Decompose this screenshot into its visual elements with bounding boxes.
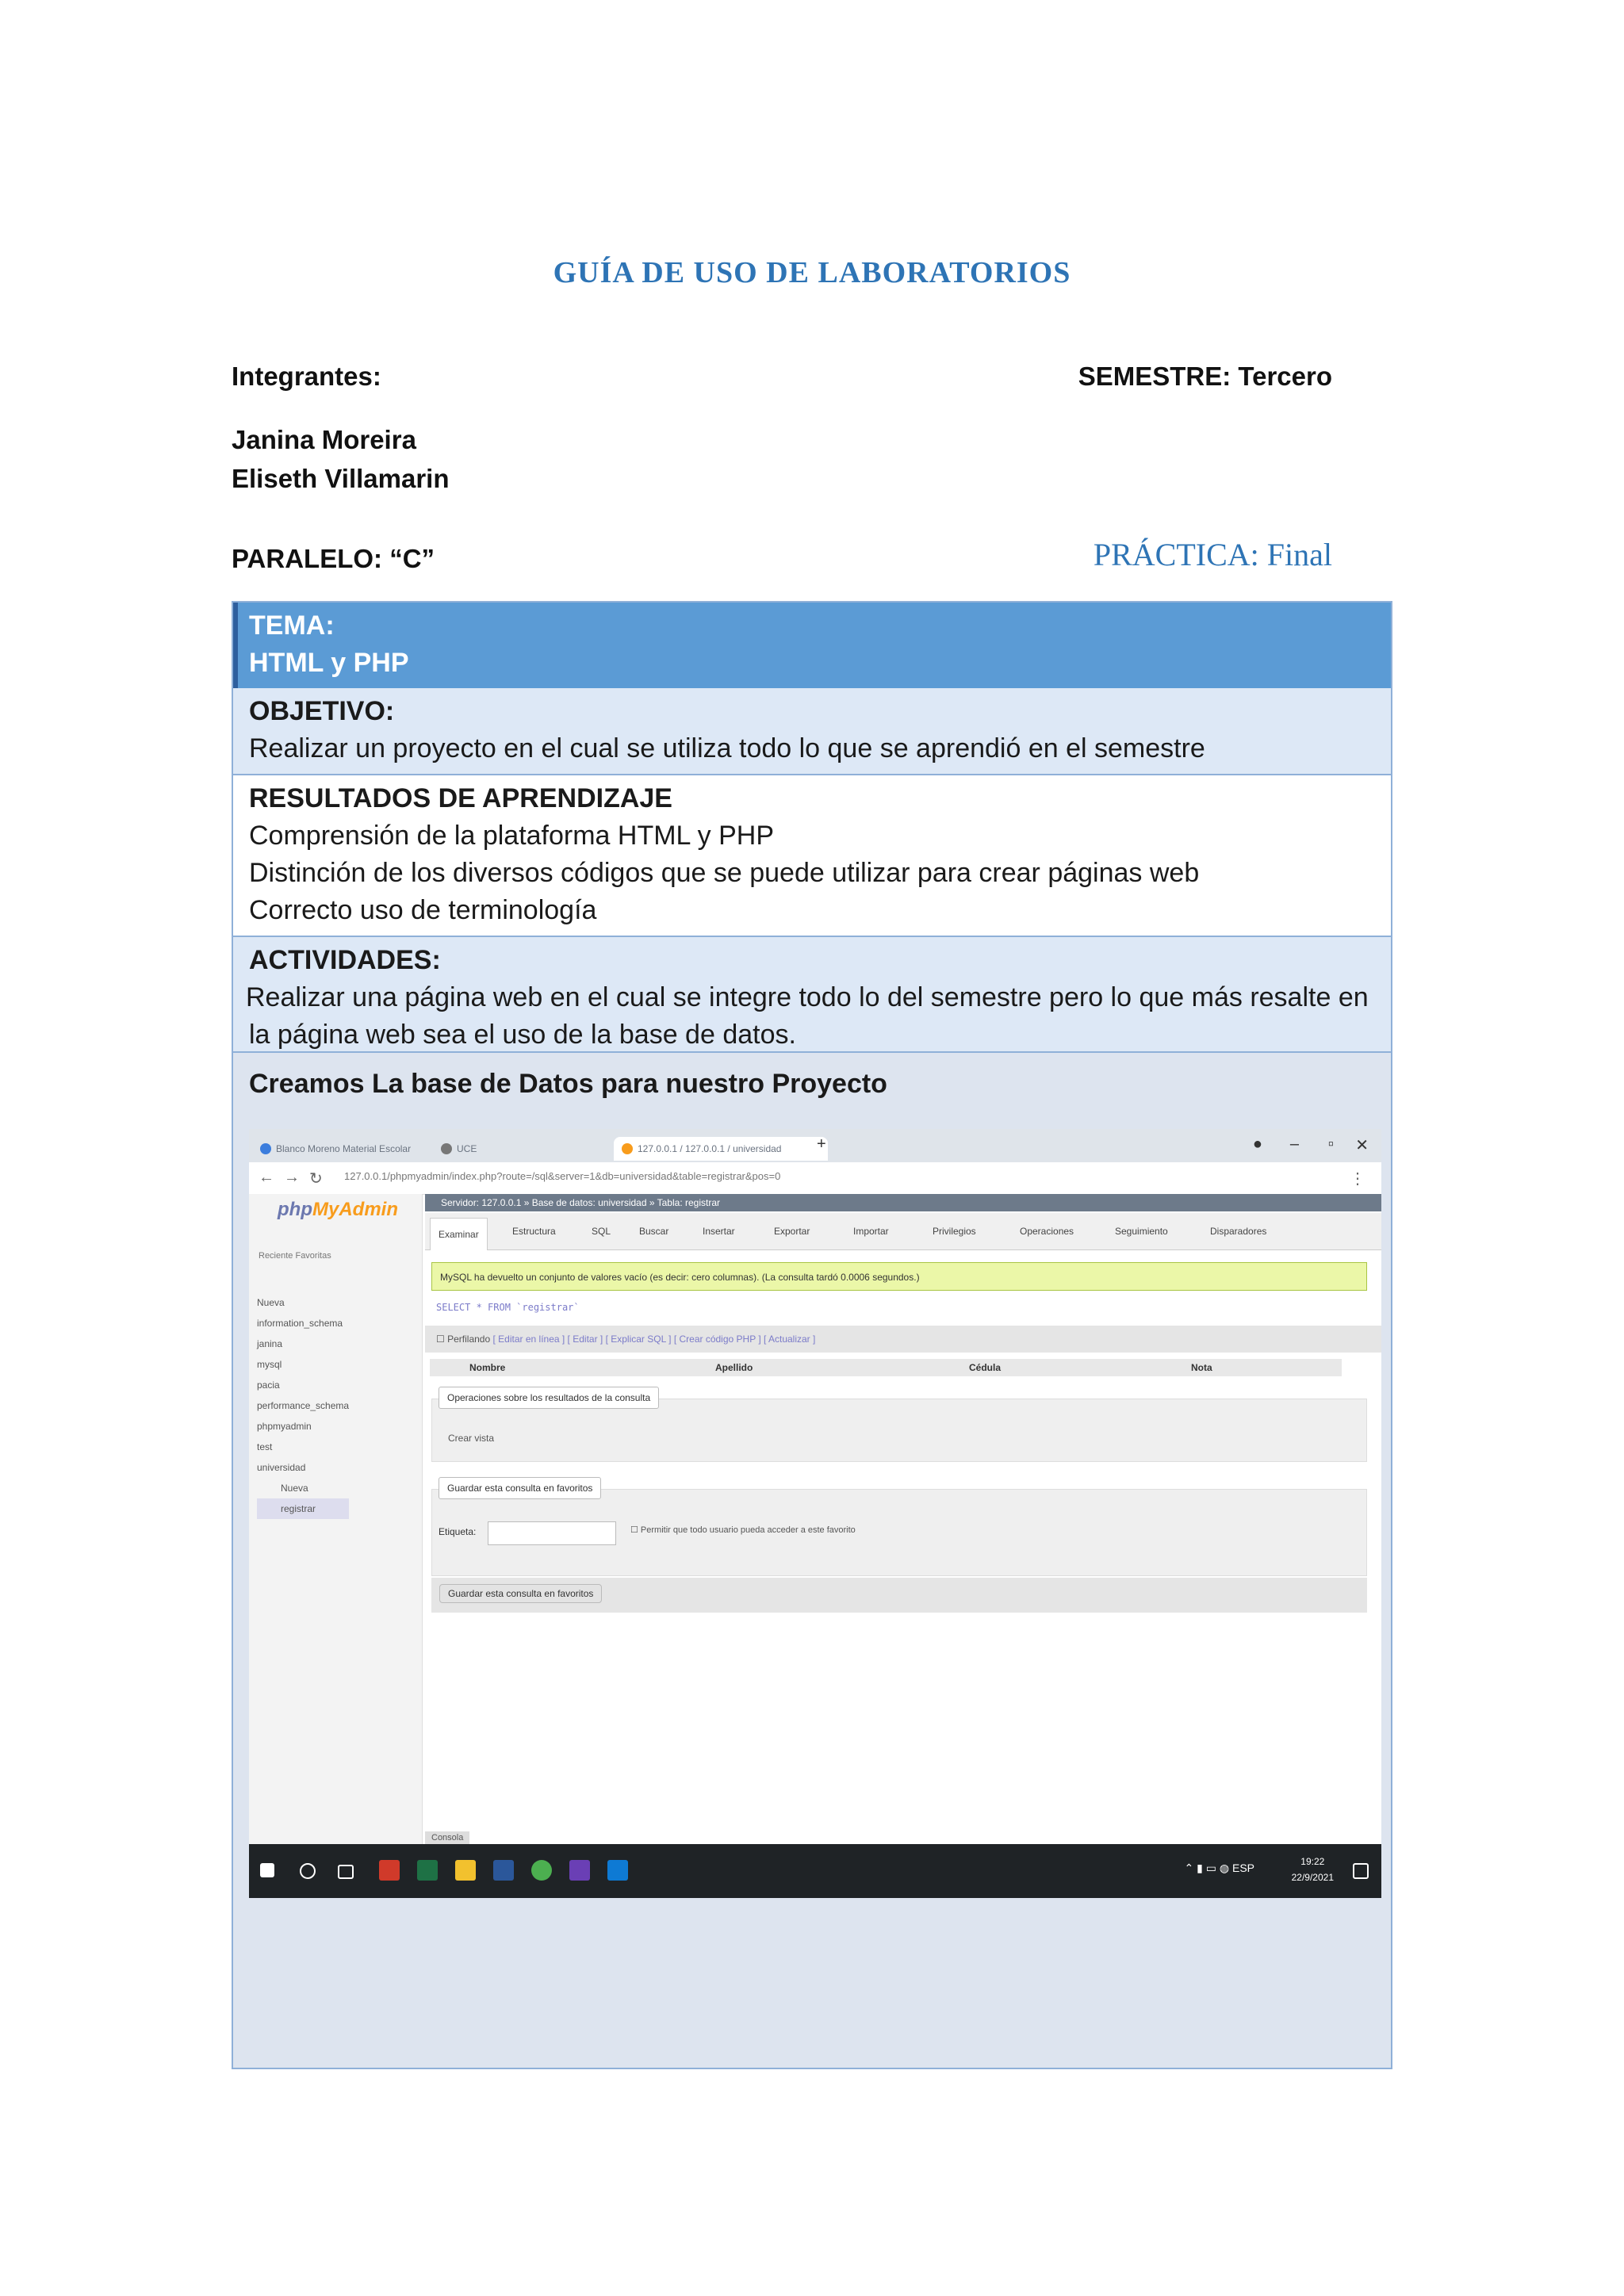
- tema-row: [233, 603, 1391, 688]
- tree-item[interactable]: Nueva: [257, 1297, 285, 1308]
- tab-label: Blanco Moreno Material Escolar: [276, 1143, 412, 1154]
- database-tree: [257, 1292, 349, 1519]
- forward-icon[interactable]: →: [284, 1169, 300, 1186]
- task-view-icon[interactable]: [338, 1865, 354, 1879]
- site-icon: [441, 1143, 452, 1154]
- tree-item[interactable]: information_schema: [257, 1318, 343, 1329]
- tab-exportar[interactable]: Exportar: [774, 1226, 810, 1237]
- pma-main: [425, 1194, 1381, 1844]
- query-operations-fieldset: [431, 1392, 1367, 1462]
- resultados-label: RESULTADOS DE APRENDIZAJE: [249, 783, 672, 813]
- actividades-label: ACTIVIDADES:: [249, 945, 441, 975]
- powerpoint-icon[interactable]: [379, 1860, 400, 1881]
- resultados-row: [233, 774, 1391, 936]
- allow-all-checkbox[interactable]: [630, 1525, 856, 1535]
- bookmark-label-input[interactable]: [488, 1521, 616, 1545]
- browser-tab-bar: [249, 1129, 1381, 1162]
- objetivo-label: OBJETIVO:: [249, 696, 395, 726]
- tema-label: TEMA:: [249, 610, 335, 641]
- tab-estructura[interactable]: Estructura: [512, 1226, 556, 1237]
- tab-label: UCE: [457, 1143, 477, 1154]
- tab-label: 127.0.0.1 / 127.0.0.1 / universidad: [638, 1143, 782, 1154]
- system-tray[interactable]: [1185, 1862, 1254, 1875]
- objetivo-row: [233, 688, 1391, 774]
- profiling-links[interactable]: [ Editar en línea ] [ Editar ] [ Explicar SQL ] [ Crear código PHP ] [ Actualizar ]: [492, 1334, 816, 1345]
- tree-item[interactable]: universidad: [257, 1462, 306, 1473]
- reload-icon[interactable]: ↻: [309, 1170, 323, 1188]
- pma-menu-tabs: [425, 1213, 1381, 1250]
- column-header[interactable]: Nombre: [469, 1362, 506, 1373]
- tab-sql[interactable]: SQL: [592, 1226, 611, 1237]
- objetivo-value: Realizar un proyecto en el cual se utiliza todo lo que se aprendió en el semestre: [249, 733, 1205, 763]
- clock-date: 22/9/2021: [1291, 1872, 1334, 1883]
- phpmyadmin-screenshot: [249, 1129, 1381, 1898]
- teams-icon[interactable]: [569, 1860, 590, 1881]
- tree-item[interactable]: performance_schema: [257, 1400, 350, 1411]
- tab-disparadores[interactable]: Disparadores: [1210, 1226, 1267, 1237]
- results-header: [430, 1359, 1342, 1376]
- address-bar: [249, 1162, 1381, 1195]
- chrome-icon[interactable]: [531, 1860, 552, 1881]
- section-caption: Creamos La base de Datos para nuestro Proyecto: [249, 1069, 887, 1099]
- maximize-icon[interactable]: ▫: [1327, 1135, 1334, 1153]
- tree-item[interactable]: janina: [257, 1338, 283, 1349]
- actividades-value-line1: Realizar una página web en el cual se integre todo lo del semestre pero lo que más resalte en: [246, 982, 1369, 1012]
- tab-buscar[interactable]: Buscar: [639, 1226, 669, 1237]
- tab-seguimiento[interactable]: Seguimiento: [1115, 1226, 1168, 1237]
- browser-tab[interactable]: [252, 1137, 450, 1161]
- tree-item[interactable]: Nueva: [281, 1483, 308, 1494]
- recent-favorites-tabs[interactable]: Reciente Favoritas: [259, 1251, 331, 1261]
- notifications-icon[interactable]: [1353, 1863, 1369, 1879]
- profiling-checkbox[interactable]: ☐: [436, 1334, 445, 1345]
- file-explorer-icon[interactable]: [455, 1860, 476, 1881]
- windows-start-icon[interactable]: [260, 1863, 274, 1877]
- resultado-item: Comprensión de la plataforma HTML y PHP: [249, 821, 775, 851]
- site-icon: [622, 1143, 633, 1154]
- tab-privilegios[interactable]: Privilegios: [933, 1226, 976, 1237]
- column-header[interactable]: Nota: [1191, 1362, 1212, 1373]
- close-icon[interactable]: ✕: [1355, 1137, 1369, 1154]
- profiling-bar: [425, 1326, 1381, 1353]
- tab-operaciones[interactable]: Operaciones: [1020, 1226, 1074, 1237]
- browser-tab-active[interactable]: [614, 1137, 828, 1161]
- console-toggle[interactable]: Consola: [425, 1831, 469, 1844]
- member-name-2: Eliseth Villamarin: [232, 464, 450, 493]
- checkbox-icon: ☐: [630, 1525, 641, 1535]
- search-icon[interactable]: [300, 1863, 316, 1879]
- url-field[interactable]: 127.0.0.1/phpmyadmin/index.php?route=/sql&server=1&db=universidad&table=registrar&pos=0: [344, 1170, 781, 1182]
- bookmark-fieldset: [431, 1483, 1367, 1576]
- clock[interactable]: [1292, 1854, 1334, 1885]
- info-table: [232, 601, 1392, 1062]
- label-field-label: Etiqueta:: [439, 1526, 477, 1537]
- resultado-item: Correcto uso de terminología: [249, 895, 597, 925]
- member-name-1: Janina Moreira: [232, 425, 416, 454]
- tema-value: HTML y PHP: [249, 648, 409, 678]
- browser-tab[interactable]: [433, 1137, 631, 1161]
- pma-sidebar: [249, 1194, 423, 1844]
- tab-examinar[interactable]: Examinar: [430, 1218, 488, 1250]
- phpmyadmin-logo: phpMyAdmin: [278, 1199, 398, 1220]
- bookmark-legend: Guardar esta consulta en favoritos: [439, 1477, 601, 1499]
- create-view-link[interactable]: Crear vista: [448, 1433, 495, 1444]
- menu-icon[interactable]: ⋮: [1350, 1170, 1365, 1188]
- windows-taskbar: [249, 1844, 1381, 1898]
- column-header[interactable]: Apellido: [715, 1362, 753, 1373]
- tree-item[interactable]: pacia: [257, 1380, 280, 1391]
- site-icon: [260, 1143, 271, 1154]
- word-icon[interactable]: [493, 1860, 514, 1881]
- paralelo-label: PARALELO: “C”: [232, 544, 435, 573]
- profiling-label: Perfilando: [447, 1334, 491, 1345]
- tab-importar[interactable]: Importar: [853, 1226, 889, 1237]
- tree-item[interactable]: mysql: [257, 1359, 282, 1370]
- tree-item[interactable]: test: [257, 1441, 273, 1452]
- tray-icons: ⌃ ▮ ▭ ◍: [1184, 1862, 1232, 1874]
- tab-insertar[interactable]: Insertar: [703, 1226, 735, 1237]
- vscode-icon[interactable]: [607, 1860, 628, 1881]
- integrantes-label: Integrantes:: [232, 362, 381, 391]
- document-title: GUÍA DE USO DE LABORATORIOS: [553, 256, 1071, 289]
- resultado-item: Distinción de los diversos códigos que se puede utilizar para crear páginas web: [249, 858, 1200, 888]
- language-indicator: ESP: [1231, 1862, 1254, 1874]
- new-tab-icon[interactable]: +: [817, 1135, 826, 1153]
- sql-query: SELECT * FROM `registrar`: [436, 1302, 580, 1313]
- column-header[interactable]: Cédula: [969, 1362, 1002, 1373]
- minimize-icon[interactable]: –: [1289, 1135, 1299, 1153]
- allow-all-label: Permitir que todo usuario pueda acceder a este favorito: [640, 1525, 856, 1535]
- semestre-label: SEMESTRE: Tercero: [1078, 362, 1332, 391]
- clock-time: 19:22: [1300, 1856, 1325, 1867]
- excel-icon[interactable]: [417, 1860, 438, 1881]
- bookmark-footer: [431, 1578, 1367, 1613]
- breadcrumb: Servidor: 127.0.0.1 » Base de datos: universidad » Tabla: registrar: [425, 1194, 1381, 1211]
- tree-item[interactable]: phpmyadmin: [257, 1421, 312, 1432]
- back-icon[interactable]: ←: [259, 1169, 274, 1186]
- actividades-row: [233, 936, 1391, 1060]
- success-message: MySQL ha devuelto un conjunto de valores vacío (es decir: cero columnas). (La consulta tardó 0.0006 segundos.): [431, 1262, 1367, 1291]
- database-section: [232, 1051, 1392, 2069]
- save-bookmark-button[interactable]: Guardar esta consulta en favoritos: [439, 1584, 602, 1603]
- query-operations-legend: Operaciones sobre los resultados de la consulta: [439, 1387, 659, 1409]
- profile-icon[interactable]: ●: [1252, 1135, 1262, 1153]
- practica-label: PRÁCTICA: Final: [1093, 537, 1332, 572]
- actividades-value-line2: la página web sea el uso de la base de datos.: [249, 1020, 796, 1050]
- tree-item-selected[interactable]: registrar: [257, 1498, 349, 1519]
